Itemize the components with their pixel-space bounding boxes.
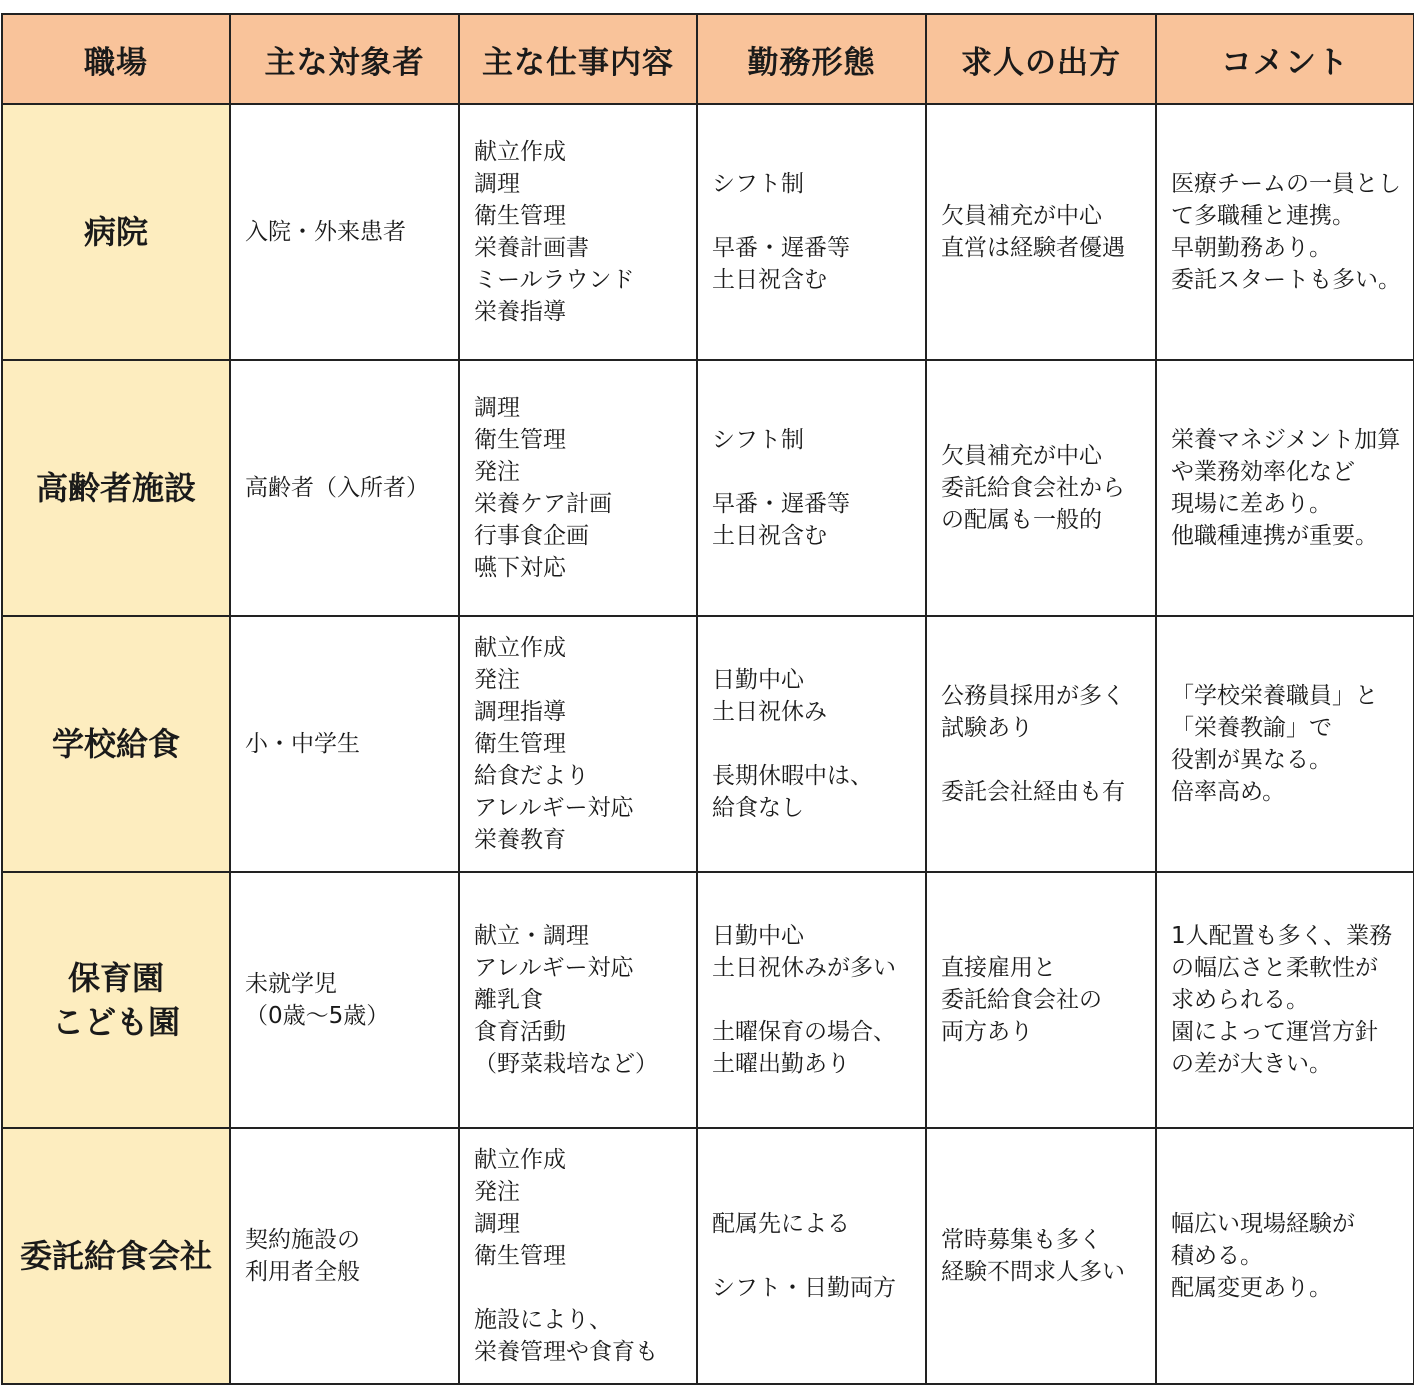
header-workplace: 職場 [2, 14, 230, 104]
header-work-style: 勤務形態 [697, 14, 926, 104]
cell-line: 早番・遅番等 [712, 235, 850, 261]
line-spacer [712, 728, 921, 760]
cell-line: 調理 [474, 1211, 520, 1237]
cell-line: 学校給食 [51, 725, 180, 763]
table-row [2, 616, 1414, 872]
cell-line: の配属も一般的 [941, 507, 1102, 533]
cell-line: 調理 [474, 395, 520, 421]
workplace-cell [2, 872, 230, 1128]
cell-line: 調理 [474, 171, 520, 197]
cell-line: 発注 [474, 667, 520, 693]
cell-line: 献立作成 [474, 139, 566, 165]
comment-cell [1156, 360, 1414, 616]
line-spacer [712, 456, 921, 488]
cell-line: 病院 [83, 213, 148, 251]
target-cell [230, 616, 459, 872]
cell-line: こども園 [51, 1003, 180, 1041]
hiring-cell [926, 104, 1156, 360]
work-style-cell [697, 104, 926, 360]
cell-line: の差が大きい。 [1171, 1051, 1332, 1077]
work-style-cell [697, 360, 926, 616]
header-row [2, 14, 1414, 104]
workplace-cell [2, 616, 230, 872]
cell-line: 早朝勤務あり。 [1171, 235, 1332, 261]
cell-line: 土日祝休みが多い [712, 955, 896, 981]
cell-line: の幅広さと柔軟性が [1171, 955, 1378, 981]
comment-cell [1156, 616, 1414, 872]
cell-line: て多職種と連携。 [1171, 203, 1355, 229]
cell-line: 利用者全般 [245, 1259, 360, 1285]
cell-line: 高齢者（入所者） [245, 475, 429, 501]
cell-line: 献立作成 [474, 1147, 566, 1173]
cell-line: 欠員補充が中心 [941, 203, 1102, 229]
cell-line: 契約施設の [245, 1227, 360, 1253]
work-cell [459, 360, 697, 616]
cell-line: 両方あり [941, 1019, 1033, 1045]
work-style-cell [697, 1128, 926, 1384]
line-spacer [474, 1272, 692, 1304]
cell-line: シフト制 [712, 171, 804, 197]
cell-line: 「学校栄養職員」と [1171, 683, 1378, 709]
cell-line: 施設により、 [474, 1307, 612, 1333]
cell-line: 求められる。 [1171, 987, 1309, 1013]
cell-line: 日勤中心 [712, 923, 804, 949]
cell-line: シフト・日勤両方 [712, 1275, 896, 1301]
cell-line: 積める。 [1171, 1243, 1263, 1269]
cell-line: 保育園 [67, 959, 164, 997]
line-spacer [712, 1240, 921, 1272]
cell-line: 1人配置も多く、業務 [1171, 923, 1393, 949]
cell-line: 医療チームの一員とし [1171, 171, 1401, 197]
cell-line: 入院・外来患者 [245, 219, 406, 245]
cell-line: アレルギー対応 [474, 955, 634, 981]
cell-line: 栄養ケア計画 [474, 491, 612, 517]
table-row [2, 1128, 1414, 1384]
workplace-cell [2, 360, 230, 616]
cell-line: 土曜出勤あり [712, 1051, 850, 1077]
work-style-cell [697, 616, 926, 872]
cell-line: 役割が異なる。 [1171, 747, 1332, 773]
cell-line: 配属変更あり。 [1171, 1275, 1332, 1301]
line-spacer [941, 744, 1151, 776]
hiring-cell [926, 360, 1156, 616]
cell-line: 献立作成 [474, 635, 566, 661]
cell-line: 離乳食 [474, 987, 543, 1013]
cell-line: 嚥下対応 [474, 555, 566, 581]
cell-line: 配属先による [712, 1211, 850, 1237]
table-row [2, 360, 1414, 616]
work-style-cell [697, 872, 926, 1128]
cell-line: 他職種連携が重要。 [1171, 523, 1378, 549]
cell-line: 試験あり [941, 715, 1033, 741]
cell-line: （0歳〜5歳） [245, 1003, 390, 1029]
cell-line: 土日祝休み [712, 699, 827, 725]
cell-line: 欠員補充が中心 [941, 443, 1102, 469]
cell-line: 幅広い現場経験が [1171, 1211, 1355, 1237]
comment-cell [1156, 872, 1414, 1128]
line-spacer [712, 200, 921, 232]
line-spacer [712, 984, 921, 1016]
cell-line: 委託スタートも多い。 [1171, 267, 1401, 293]
workplace-cell [2, 104, 230, 360]
cell-line: 衛生管理 [474, 1243, 566, 1269]
cell-line: ミールラウンド [474, 267, 635, 293]
cell-line: 委託給食会社から [941, 475, 1125, 501]
cell-line: 栄養管理や食育も [474, 1339, 658, 1365]
cell-line: 未就学児 [245, 971, 337, 997]
cell-line: 土日祝含む [712, 267, 827, 293]
cell-line: 食育活動 [474, 1019, 566, 1045]
header-hiring: 求人の出方 [926, 14, 1156, 104]
cell-line: 発注 [474, 1179, 520, 1205]
cell-line: （野菜栽培など） [474, 1051, 658, 1077]
cell-line: 発注 [474, 459, 520, 485]
cell-line: 小・中学生 [245, 731, 360, 757]
cell-line: 園によって運営方針 [1171, 1019, 1378, 1045]
cell-line: 現場に差あり。 [1171, 491, 1332, 517]
cell-line: 献立・調理 [474, 923, 589, 949]
table-row [2, 104, 1414, 360]
cell-line: 直接雇用と [941, 955, 1056, 981]
cell-line: 栄養教育 [474, 827, 566, 853]
cell-line: 直営は経験者優遇 [941, 235, 1125, 261]
cell-line: や業務効率化など [1171, 459, 1355, 485]
cell-line: シフト制 [712, 427, 804, 453]
comment-cell [1156, 1128, 1414, 1384]
target-cell [230, 1128, 459, 1384]
workplace-comparison-table [1, 13, 1414, 1385]
cell-line: 「栄養教諭」で [1171, 715, 1332, 741]
table-row [2, 872, 1414, 1128]
target-cell [230, 104, 459, 360]
cell-line: 衛生管理 [474, 731, 566, 757]
cell-line: 栄養計画書 [474, 235, 589, 261]
cell-line: 経験不問求人多い [941, 1259, 1125, 1285]
cell-line: 栄養マネジメント加算 [1171, 427, 1401, 453]
cell-line: 日勤中心 [712, 667, 804, 693]
work-cell [459, 1128, 697, 1384]
cell-line: 衛生管理 [474, 427, 566, 453]
cell-line: 行事食企画 [474, 523, 589, 549]
cell-line: 委託会社経由も有 [941, 779, 1125, 805]
cell-line: 栄養指導 [474, 299, 566, 325]
cell-line: 土日祝含む [712, 523, 827, 549]
cell-line: 委託給食会社 [19, 1237, 212, 1275]
cell-line: アレルギー対応 [474, 795, 634, 821]
cell-line: 衛生管理 [474, 203, 566, 229]
hiring-cell [926, 872, 1156, 1128]
cell-line: 常時募集も多く [941, 1227, 1102, 1253]
cell-line: 倍率高め。 [1171, 779, 1286, 805]
cell-line: 土曜保育の場合、 [712, 1019, 896, 1045]
cell-line: 公務員採用が多く [941, 683, 1125, 709]
header-target: 主な対象者 [230, 14, 459, 104]
target-cell [230, 360, 459, 616]
cell-line: 給食だより [474, 763, 589, 789]
work-cell [459, 872, 697, 1128]
header-comment: コメント [1156, 14, 1414, 104]
cell-line: 高齢者施設 [35, 469, 196, 507]
work-cell [459, 616, 697, 872]
cell-line: 長期休暇中は、 [712, 763, 873, 789]
cell-line: 早番・遅番等 [712, 491, 850, 517]
target-cell [230, 872, 459, 1128]
cell-line: 調理指導 [474, 699, 566, 725]
hiring-cell [926, 1128, 1156, 1384]
cell-line: 委託給食会社の [941, 987, 1102, 1013]
comment-cell [1156, 104, 1414, 360]
cell-line: 給食なし [712, 795, 804, 821]
workplace-cell [2, 1128, 230, 1384]
header-work: 主な仕事内容 [459, 14, 697, 104]
work-cell [459, 104, 697, 360]
hiring-cell [926, 616, 1156, 872]
